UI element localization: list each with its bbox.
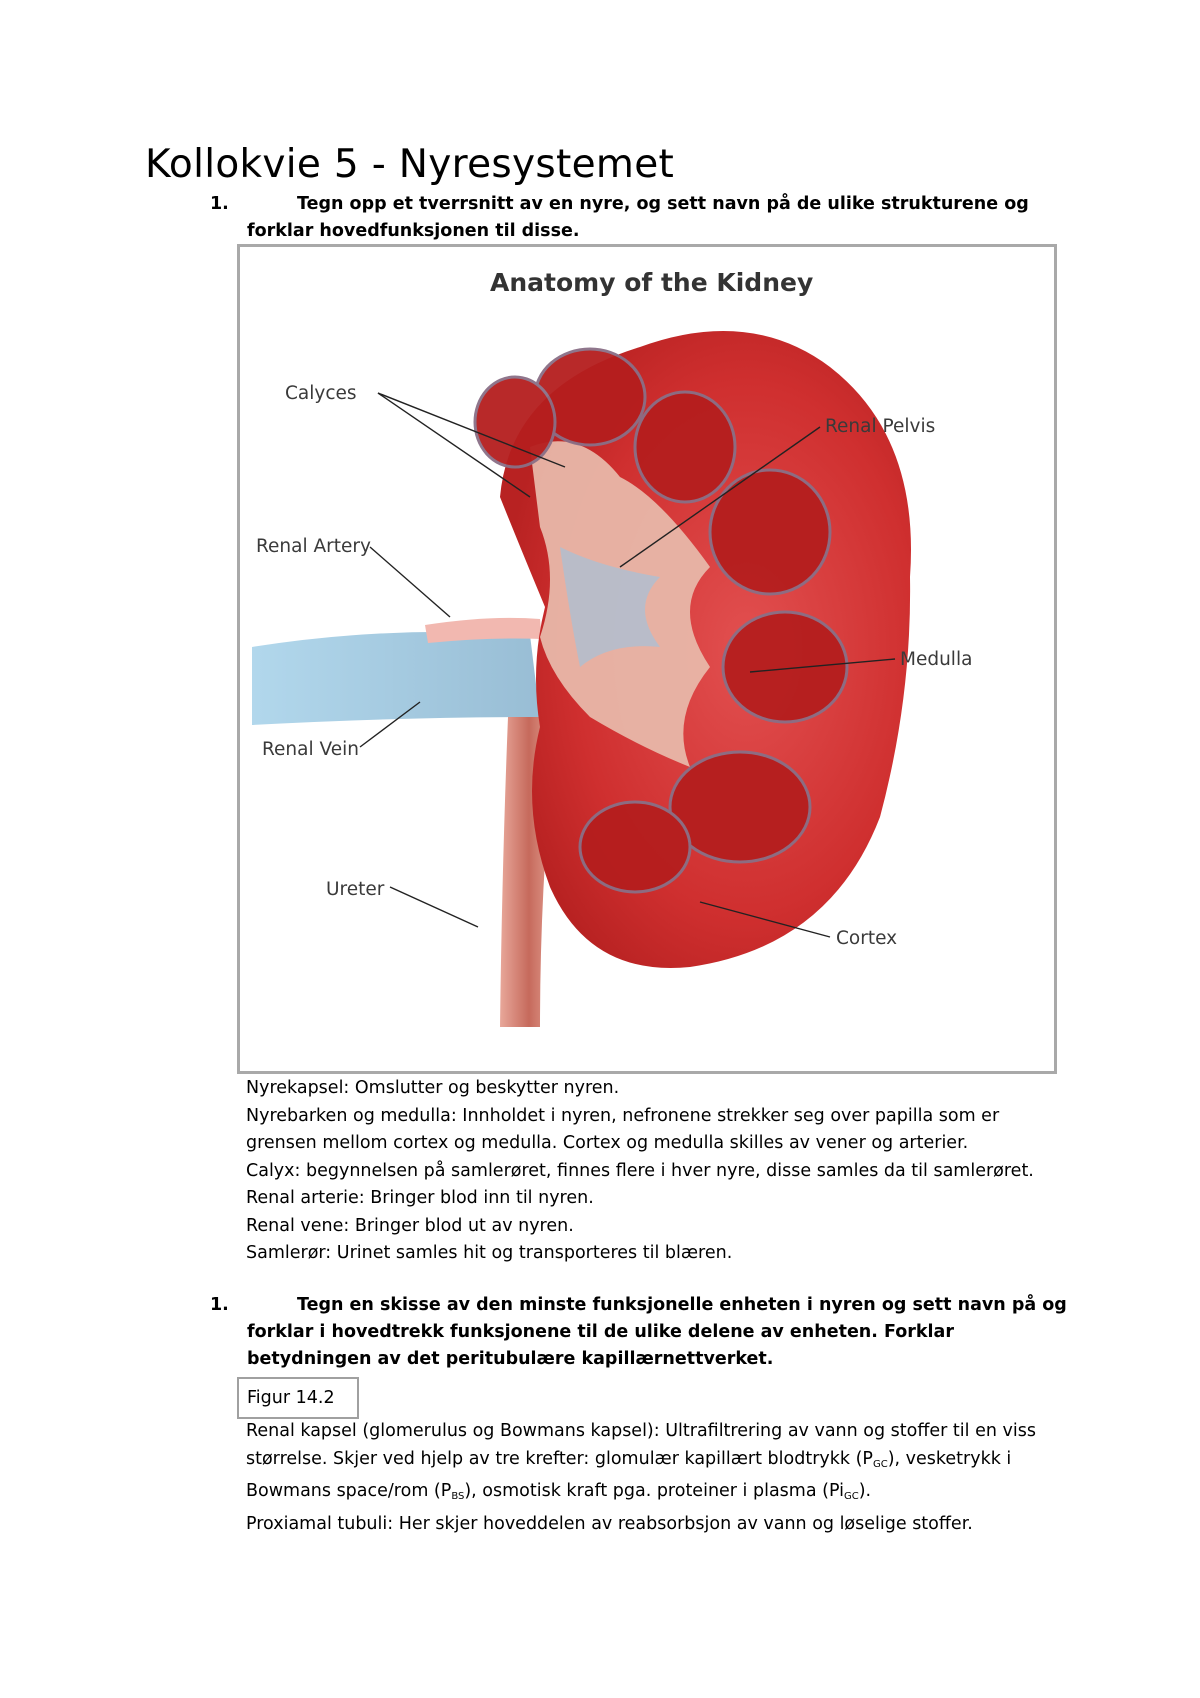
- kidney-illustration: [240, 247, 1054, 1071]
- kidney-figure: [237, 244, 1057, 1074]
- renal-text-line: [246, 1478, 1076, 1511]
- question-text: Tegn en skisse av den minste funksjonelle enheten i nyren og sett navn på og forklar i hovedtrekk funksjonene til de ulike delene av enheten. Forklar betydningen av det peritubulære kapillærnettverket.: [247, 1295, 1067, 1369]
- definition-line: Renal arterie: Bringer blod inn til nyren.: [246, 1188, 594, 1208]
- label-renal-vein: Renal Vein: [262, 739, 359, 760]
- question-number: 1.: [210, 1295, 229, 1315]
- document-title: Kollokvie 5 - Nyresystemet: [145, 142, 675, 187]
- renal-text-line: Renal kapsel (glomerulus og Bowmans kapsel): Ultrafiltrering av vann og stoffer til en viss: [246, 1421, 1036, 1441]
- definition-line: grensen mellom cortex og medulla. Cortex og medulla skilles av vener og arterier.: [246, 1133, 969, 1153]
- label-ureter: Ureter: [326, 879, 385, 900]
- label-renal-artery: Renal Artery: [256, 536, 371, 557]
- subscript: GC: [872, 1458, 888, 1470]
- renal-text-line: [246, 1446, 1076, 1479]
- definition-line: Nyrebarken og medulla: Innholdet i nyren, nefronene strekker seg over papilla som er: [246, 1105, 1000, 1126]
- renal-vein-shape: [252, 632, 540, 725]
- definition-line: Samlerør: Urinet samles hit og transporteres til blæren.: [246, 1243, 733, 1263]
- question-text: Tegn opp et tverrsnitt av en nyre, og sett navn på de ulike strukturene og forklar hovedfunksjonen til disse.: [247, 194, 1029, 241]
- label-cortex: Cortex: [836, 928, 898, 949]
- label-medulla: Medulla: [900, 649, 973, 670]
- text-segment: ), osmotisk kraft pga. proteiner i plasma (Pi: [464, 1481, 844, 1501]
- text-segment: Bowmans space/rom (P: [246, 1481, 452, 1501]
- text-segment: ), vesketrykk i: [887, 1448, 1012, 1469]
- question-number: 1.: [210, 194, 229, 214]
- definition-line: Renal vene: Bringer blod ut av nyren.: [246, 1215, 574, 1236]
- definition-line: Nyrekapsel: Omslutter og beskytter nyren.: [246, 1078, 620, 1098]
- renal-capsule-text: [246, 1418, 1076, 1538]
- text-segment: størrelse. Skjer ved hjelp av tre krefter: glomulær kapillært blodtrykk (P: [246, 1448, 873, 1469]
- subscript: BS: [451, 1491, 465, 1502]
- figure-reference-box: Figur 14.2: [237, 1377, 359, 1419]
- label-renal-pelvis: Renal Pelvis: [825, 416, 936, 437]
- definitions-block: [246, 1075, 1076, 1268]
- figure-title: Anatomy of the Kidney: [490, 268, 814, 297]
- text-segment: ).: [858, 1481, 872, 1501]
- label-calyces: Calyces: [285, 383, 357, 404]
- subscript: GC: [844, 1491, 859, 1502]
- definition-line: Calyx: begynnelsen på samlerøret, finnes flere i hver nyre, disse samles da til samlerøret.: [246, 1160, 1034, 1181]
- renal-text-line: Proxiamal tubuli: Her skjer hoveddelen av reabsorbsjon av vann og løselige stoffer.: [246, 1513, 973, 1534]
